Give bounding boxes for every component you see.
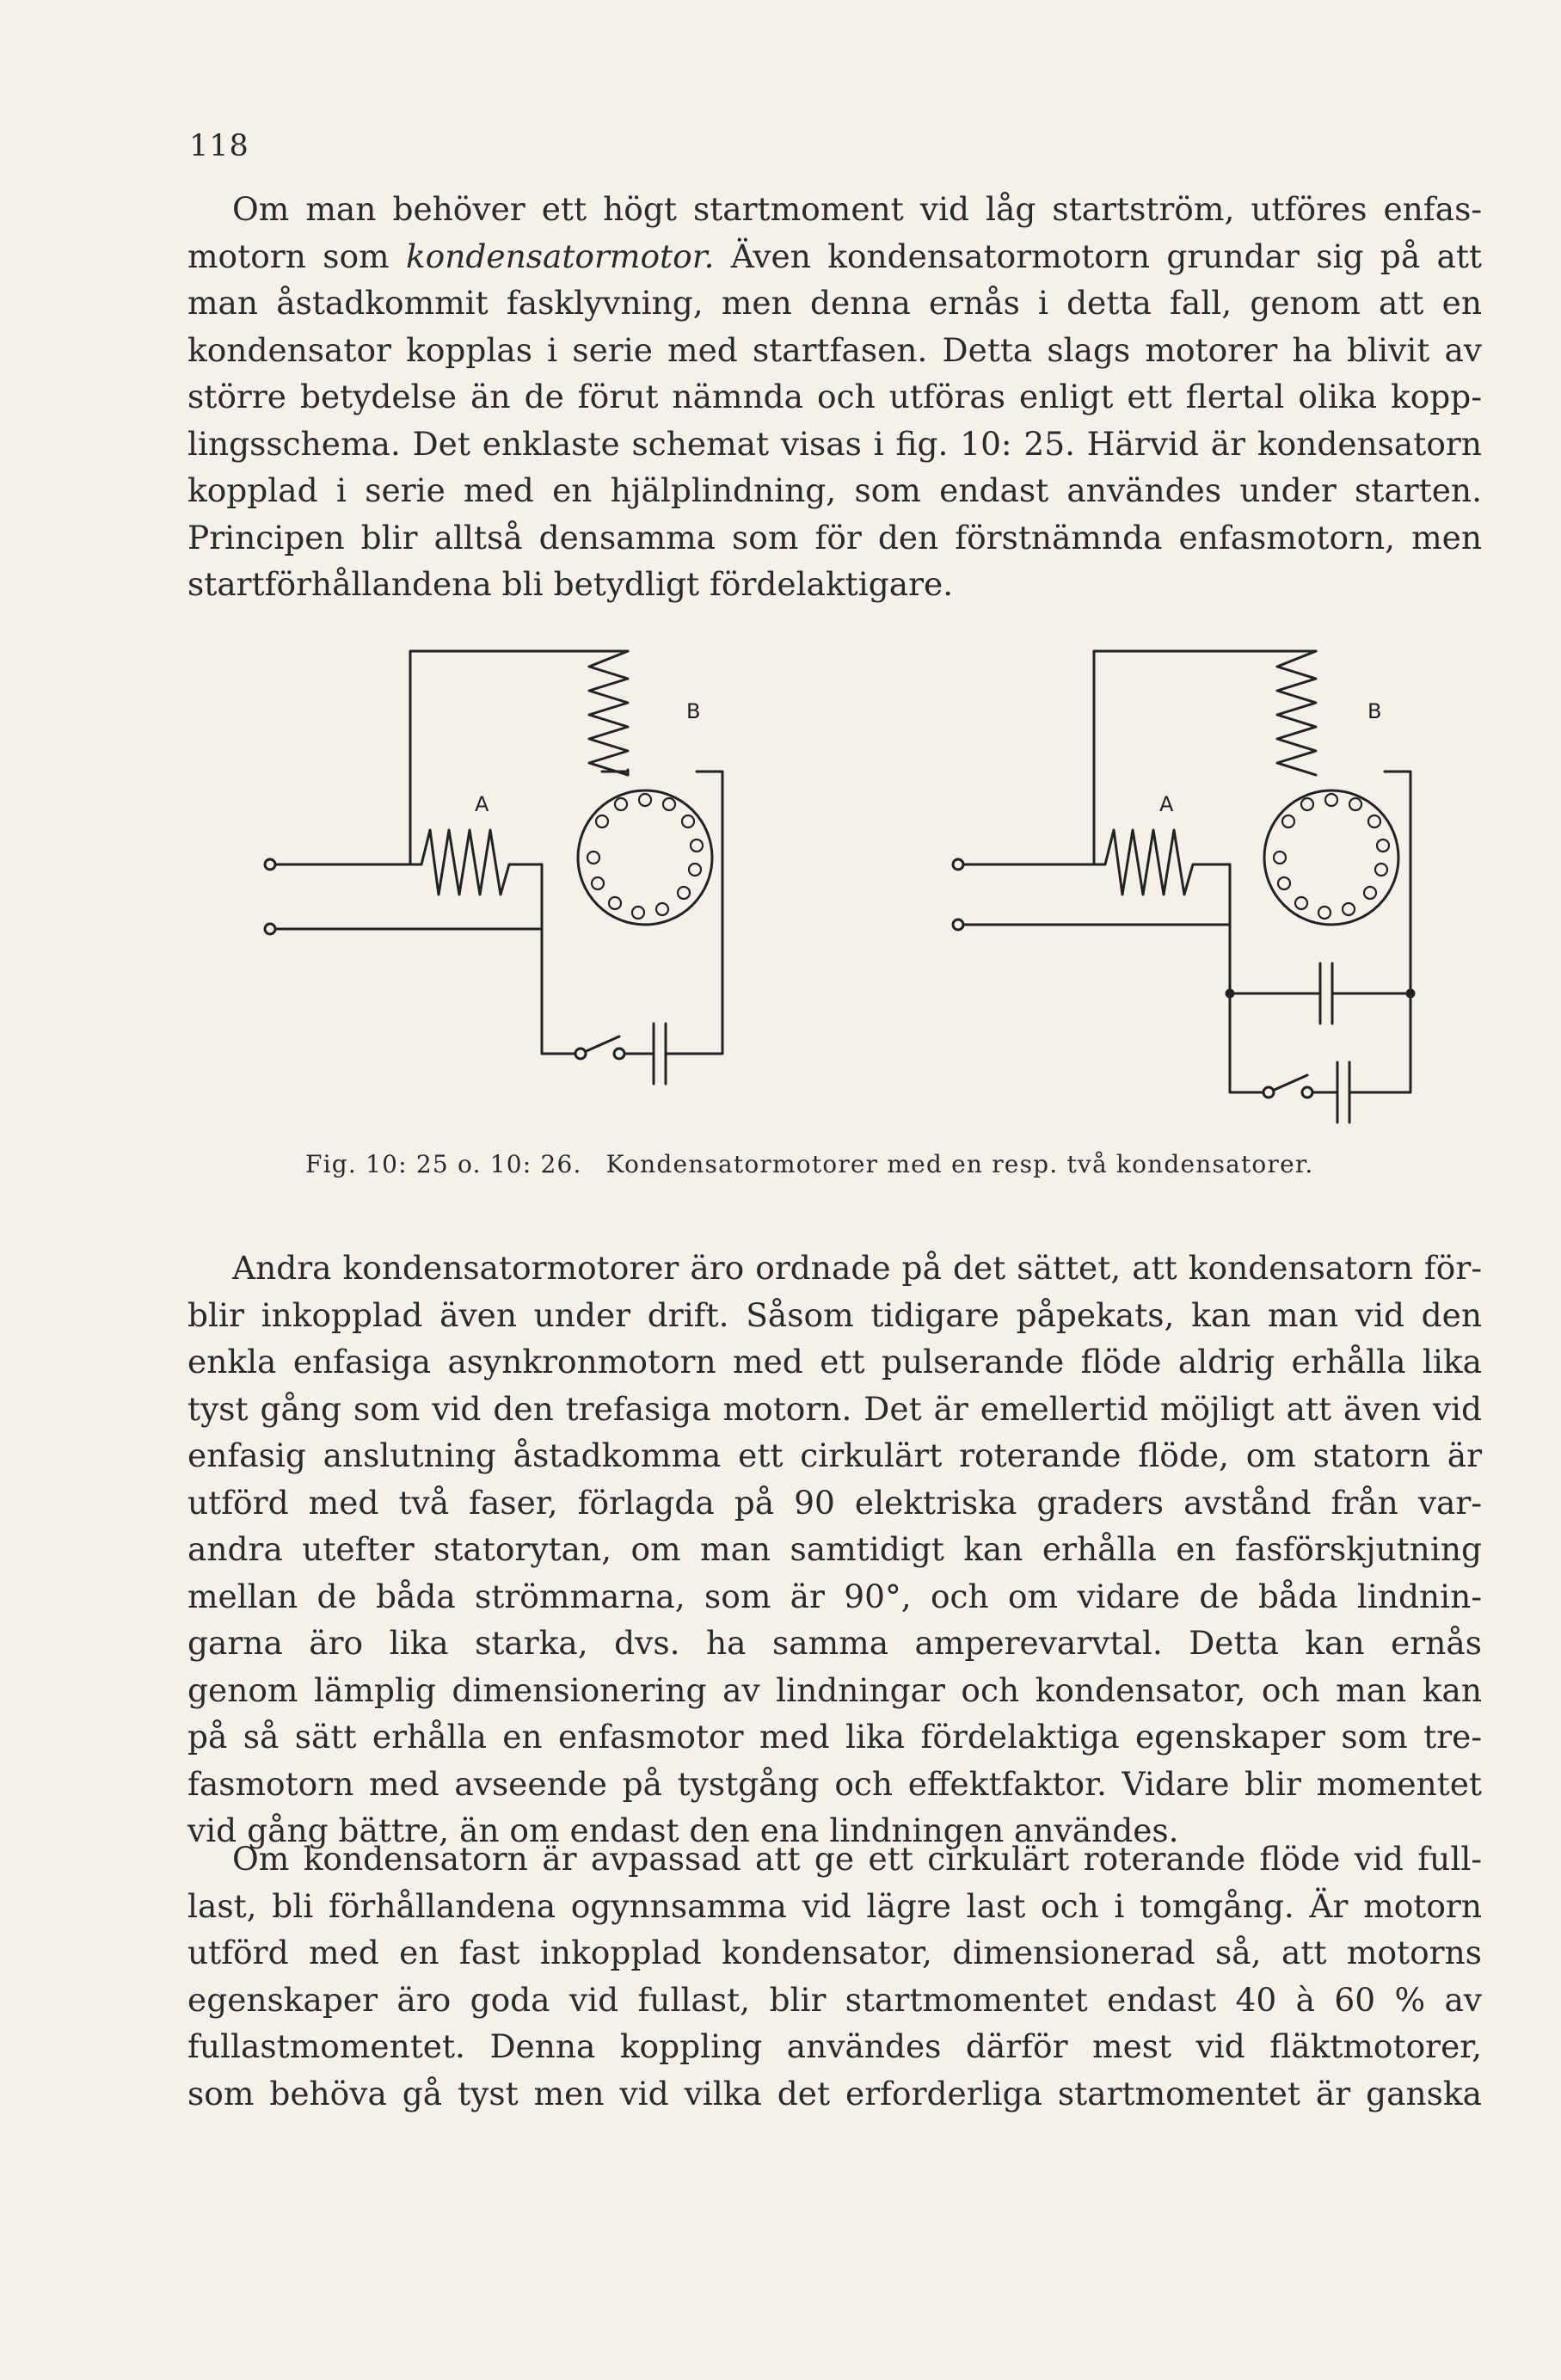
text-line: enfasig anslutning åstadkomma ett cirkulärt roterande flöde, om statorn är: [187, 1436, 1482, 1474]
paragraph-body: [187, 1245, 1482, 1854]
paragraph-body: [187, 1836, 1482, 2117]
text-line: andra utefter statorytan, om man samtidigt kan erhålla en fasförskjutning: [187, 1530, 1482, 1568]
text-line: last, bli förhållandena ogynnsamma vid lägre last och i tomgång. Är motorn: [187, 1886, 1482, 1925]
capacitor-motor-diagrams: [249, 632, 1436, 1148]
text-line: större betydelse än de förut nämnda och utföras enligt ett flertal olika kopp-: [187, 378, 1482, 415]
text-line: som behöva gå tyst men vid vilka det erforderliga startmomentet är ganska: [187, 2074, 1482, 2112]
text-line: utförd med två faser, förlagda på 90 elektriska graders avstånd från var-: [187, 1483, 1482, 1522]
text-line: vid gång bättre, än om endast den ena lindningen användes.: [187, 1811, 1179, 1849]
figure-caption: [305, 1150, 1313, 1178]
text-line: fullastmomentet. Denna koppling användes därför mest vid fläktmotorer,: [187, 2027, 1482, 2065]
circuit-diagram-svg: [249, 632, 1436, 1148]
text-line: mellan de båda strömmarna, som är 90°, och om vidare de båda lindnin-: [187, 1577, 1482, 1615]
circuit-fig-10-26: [963, 651, 1410, 1122]
text-line: blir inkopplad även under drift. Såsom tidigare påpekats, kan man vid den: [187, 1295, 1482, 1334]
text-line: garna äro lika starka, dvs. ha samma amperevarvtal. Detta kan ernås: [187, 1624, 1482, 1662]
label-winding-b: B: [1367, 699, 1382, 723]
text-line: lingsschema. Det enklaste schemat visas i fig. 10: 25. Härvid är kondensatorn: [187, 424, 1482, 463]
text-line: man åstadkommit fasklyvning, men denna ernås i detta fall, genom att en: [187, 284, 1482, 322]
label-winding-b: B: [686, 699, 701, 723]
text-line: enkla enfasiga asynkronmotorn med ett pulserande flöde aldrig erhålla lika: [187, 1343, 1482, 1381]
paragraph-intro: [187, 186, 1482, 608]
text-line: utförd med en fast inkopplad kondensator, dimensionerad så, att motorns: [187, 1934, 1482, 1971]
page-number: 118: [189, 129, 249, 163]
text-line: fasmotorn med avseende på tystgång och effektfaktor. Vidare blir momentet: [187, 1764, 1482, 1803]
text-line: tyst gång som vid den trefasiga motorn. Det är emellertid möjligt att även vid: [187, 1389, 1482, 1428]
text-line: kopplad i serie med en hjälplindning, som endast användes under starten.: [187, 471, 1482, 509]
text-line: Principen blir alltså densamma som för den förstnämnda enfasmotorn, men: [187, 518, 1482, 557]
emphasis-term: kondensatormotor.: [405, 237, 715, 275]
text-line: motorn som kondensatormotor. Även kondensatormotorn grundar sig på att: [187, 237, 1483, 275]
circuit-fig-10-25: [275, 651, 722, 1084]
text-line: Andra kondensatormotorer äro ordnade på det sättet, att kondensatorn för-: [232, 1249, 1482, 1287]
text-line: kondensator kopplas i serie med startfasen. Detta slags motorer ha blivit av: [187, 330, 1482, 369]
text-line: startförhållandena bli betydligt fördelaktigare.: [187, 565, 954, 603]
label-winding-a: A: [1159, 792, 1174, 816]
text-line: på så sätt erhålla en enfasmotor med lika fördelaktiga egenskaper som tre-: [187, 1718, 1482, 1756]
text-line: Om kondensatorn är avpassad att ge ett cirkulärt roterande flöde vid full-: [232, 1840, 1482, 1878]
caption-figure-ref: Fig. 10: 25 o. 10: 26.: [305, 1150, 582, 1178]
text-line: genom lämplig dimensionering av lindningar och kondensator, och man kan: [187, 1670, 1482, 1709]
caption-text: Kondensatormotorer med en resp. två kondensatorer.: [605, 1150, 1314, 1178]
text-line: egenskaper äro goda vid fullast, blir startmomentet endast 40 à 60 % av: [187, 1980, 1482, 2019]
label-winding-a: A: [475, 792, 489, 816]
text-line: Om man behöver ett högt startmoment vid låg startström, utföres enfas-: [232, 190, 1482, 228]
